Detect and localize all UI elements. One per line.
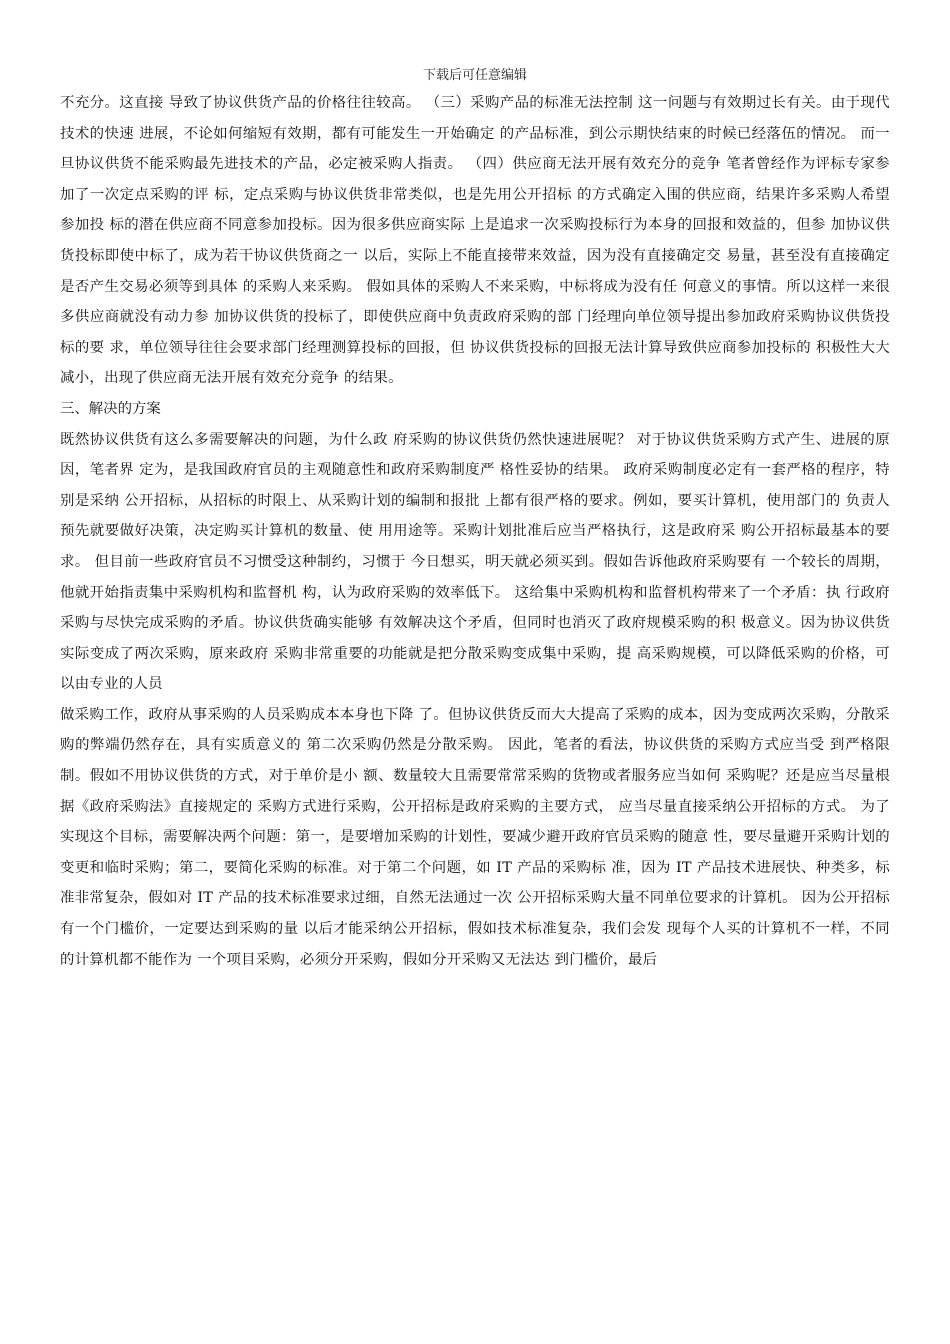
page-header: 下载后可任意编辑 (422, 68, 527, 83)
paragraph-solution-analysis: 既然协议供货有这么多需要解决的问题，为什么政 府采购的协议供货仍然快速进展呢？ 对于协议供货采购方式产生、进展的原因，笔者界 定为，是我国政府官员的主观随意性和政府采购制度严 格性妥协的结果。 政府采购制度必定有一套严格的程序，特别是采纳 公开招标，从招标的时限上、从采购计划的编制和报批 上都有很严格的要求。例如，要买计算机，使用部门的 负责人预先就要做好决策，决定购买计算机的数量、使 用用途等。采购计划批准后应当严格执行，这是政府采 购公开招标最基本的要求。 但目前一些政府官员不习惯受这种制约，习惯于 今日想买，明天就必须买到。假如告诉他政府采购要有 一个较长的周期，他就开始指责集中采购机构和监督机 构，认为政府采购的效率低下。 这给集中采购机构和监督机构带来了一个矛盾：执 行政府采购与尽快完成采购的矛盾。协议供货确实能够 有效解决这个矛盾，但同时也消灭了政府规模采购的积 极意义。因为协议供货实际变成了两次采购，原来政府 采购非常重要的功能就是把分散采购变成集中采购，提 高采购规模，可以降低采购的价格，可以由专业的人员 (60, 431, 890, 693)
document-body (60, 88, 890, 975)
paragraph-solution-continued: 做采购工作，政府从事采购的人员采购成本本身也下降 了。但协议供货反而大大提高了采购的成本，因为变成两次采购，分散采购的弊端仍然存在，具有实质意义的 第二次采购仍然是分散采购。 因此，笔者的看法，协议供货的采购方式应当受 到严格限制。假如不用协议供货的方式，对于单价是小 额、数量较大且需要常常采购的货物或者服务应当如何 采购呢？还是应当尽量根据《政府采购法》直接规定的 采购方式进行采购，公开招标是政府采购的主要方式， 应当尽量直接采纳公开招标的方式。 为了实现这个目标，需要解决两个问题：第一，是要增加采购的计划性，要减少避开政府官员采购的随意 性，要尽量避开采购计划的变更和临时采购；第二，要简化采购的标准。对于第二个问题，如 IT 产品的采购标 准，因为 IT 产品技术进展快、种类多，标准非常复杂，假如对 IT 产品的技术标准要求过细，自然无法通过一次 公开招标采购大量不同单位要求的计算机。 因为公开招标有一个门槛价，一定要达到采购的量 以后才能采纳公开招标，假如技术标准复杂，我们会发 现每个人买的计算机不一样，不同的计算机都不能作为 一个项目采购，必须分开采购，假如分开采购又无法达 到门槛价，最后 (60, 706, 890, 968)
section-heading-solutions: 三、解决的方案 (60, 400, 161, 417)
paragraph-supply-problems: 不充分。这直接 导致了协议供货产品的价格往往较高。 （三）采购产品的标准无法控制 这一问题与有效期过长有关。由于现代技术的快速 进展，不论如何缩短有效期，都有可能发生一开始确定 的产品标准，到公示期快结束的时候已经落伍的情况。 而一旦协议供货不能采购最先进技术的产品，必定被采购人指责。 （四）供应商无法开展有效充分的竞争 笔者曾经作为评标专家参加了一次定点采购的评 标，定点采购与协议供货非常类似，也是先用公开招标 的方式确定入围的供应商，结果许多采购人希望参加投 标的潜在供应商不同意参加投标。因为很多供应商实际 上是追求一次采购投标行为本身的回报和效益的，但参 加协议供货投标即使中标了，成为若干协议供货商之一 以后，实际上不能直接带来效益，因为没有直接确定交 易量，甚至没有直接确定是否产生交易必须等到具体 的采购人来采购。 假如具体的采购人不来采购，中标将成为没有任 何意义的事情。所以这样一来很多供应商就没有动力参 加协议供货的投标了，即使供应商中负责政府采购的部 门经理向单位领导提出参加政府采购协议供货投标的要 求，单位领导往往会要求部门经理测算投标的回报，但 协议供货投标的回报无法计算导致供应商参加投标的 积极性大大减小，出现了供应商无法开展有效充分竞争 的结果。 (60, 95, 890, 387)
